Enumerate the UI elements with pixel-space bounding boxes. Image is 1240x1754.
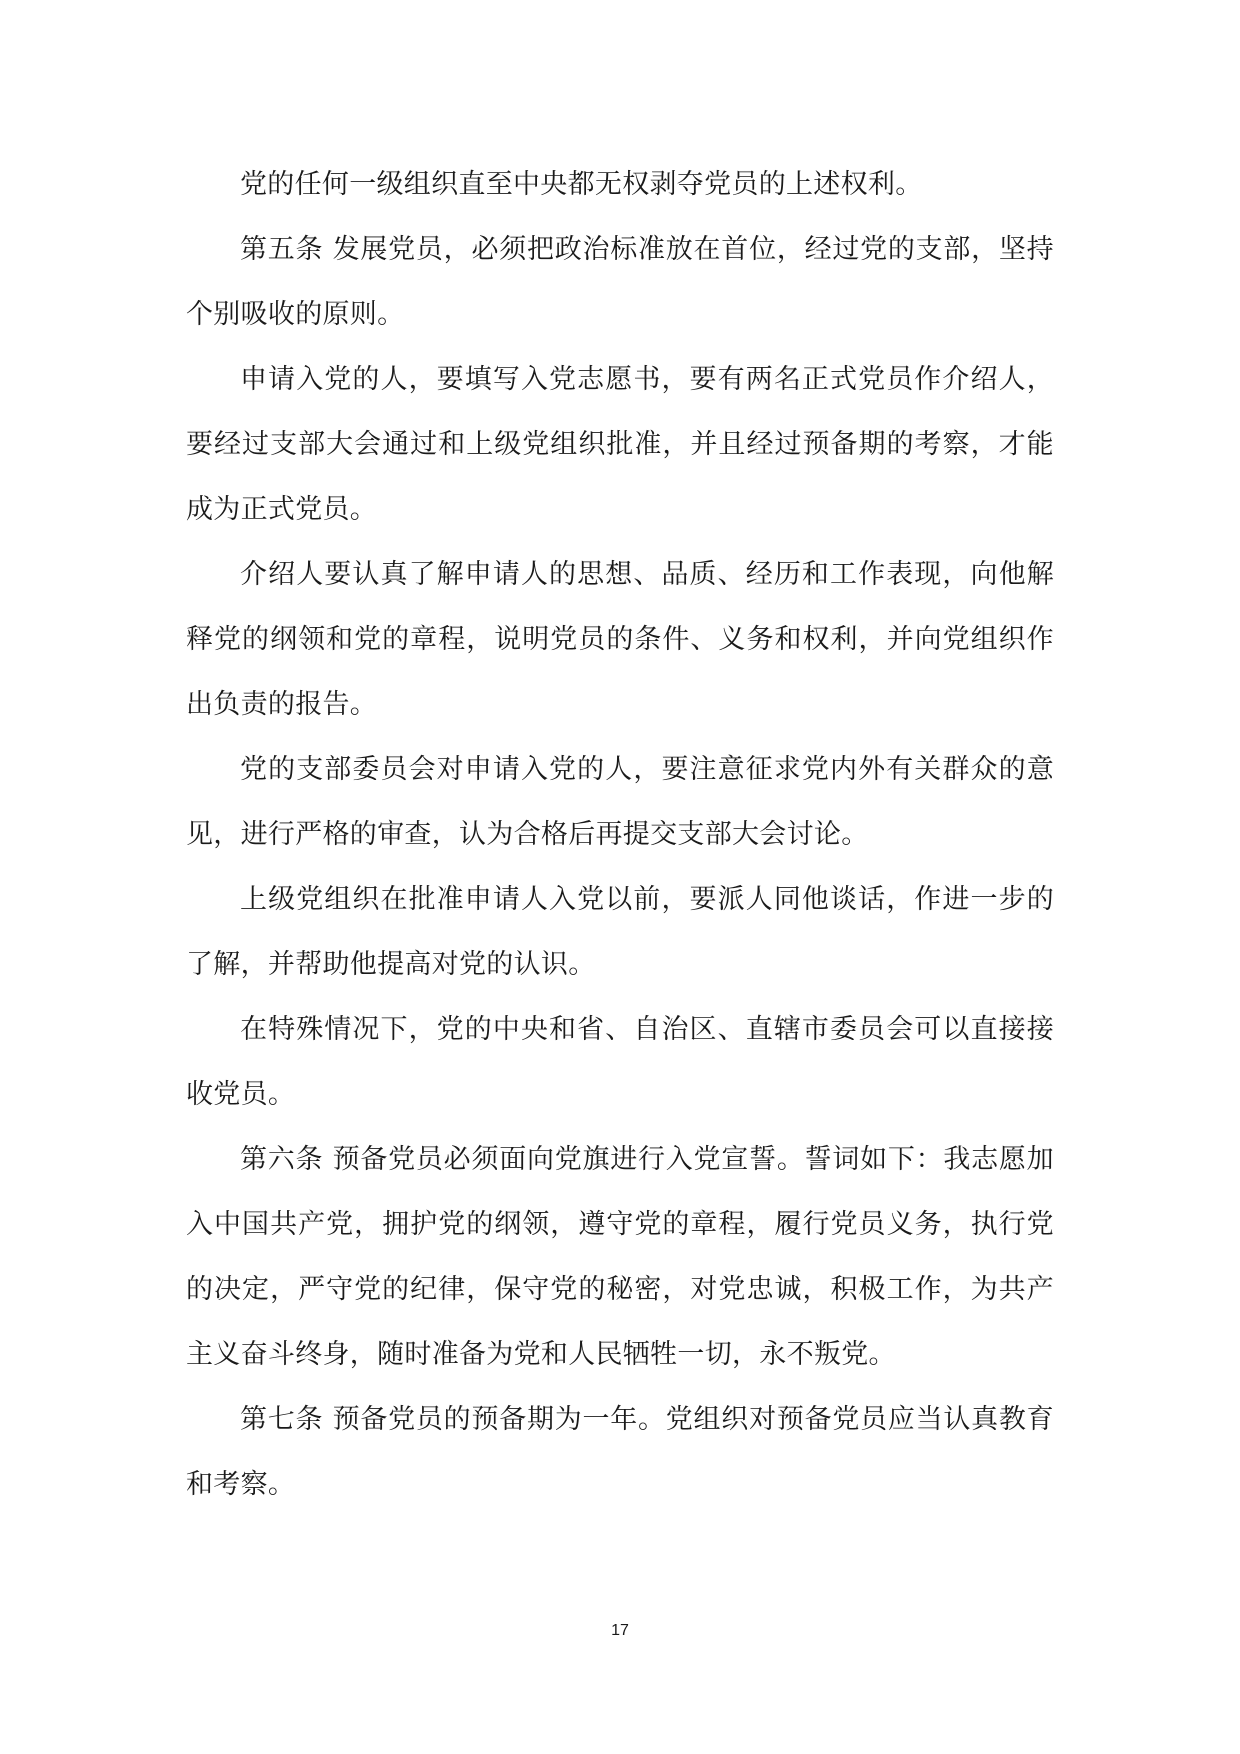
page-number: 17 bbox=[611, 1622, 629, 1639]
paragraph-article-7: 第七条 预备党员的预备期为一年。党组织对预备党员应当认真教育和考察。 bbox=[186, 1404, 1054, 1500]
document-body bbox=[186, 152, 1054, 1517]
paragraph-1: 党的任何一级组织直至中央都无权剥夺党员的上述权利。 bbox=[240, 169, 923, 200]
paragraph-3: 申请入党的人，要填写入党志愿书，要有两名正式党员作介绍人，要经过支部大会通过和上级党组织批准，并且经过预备期的考察，才能成为正式党员。 bbox=[186, 364, 1054, 525]
paragraph-6: 上级党组织在批准申请人入党以前，要派人同他谈话，作进一步的了解，并帮助他提高对党的认识。 bbox=[186, 884, 1054, 980]
paragraph-7: 在特殊情况下，党的中央和省、自治区、直辖市委员会可以直接接收党员。 bbox=[186, 1014, 1054, 1110]
paragraph-article-6: 第六条 预备党员必须面向党旗进行入党宣誓。誓词如下：我志愿加入中国共产党，拥护党的纲领，遵守党的章程，履行党员义务，执行党的决定，严守党的纪律，保守党的秘密，对党忠诚，积极工作，为共产主义奋斗终身，随时准备为党和人民牺牲一切，永不叛党。 bbox=[186, 1144, 1054, 1370]
paragraph-5: 党的支部委员会对申请入党的人，要注意征求党内外有关群众的意见，进行严格的审查，认为合格后再提交支部大会讨论。 bbox=[186, 754, 1054, 850]
paragraph-article-5: 第五条 发展党员，必须把政治标准放在首位，经过党的支部，坚持个别吸收的原则。 bbox=[186, 234, 1054, 330]
paragraph-4: 介绍人要认真了解申请人的思想、品质、经历和工作表现，向他解释党的纲领和党的章程，说明党员的条件、义务和权利，并向党组织作出负责的报告。 bbox=[186, 559, 1054, 720]
